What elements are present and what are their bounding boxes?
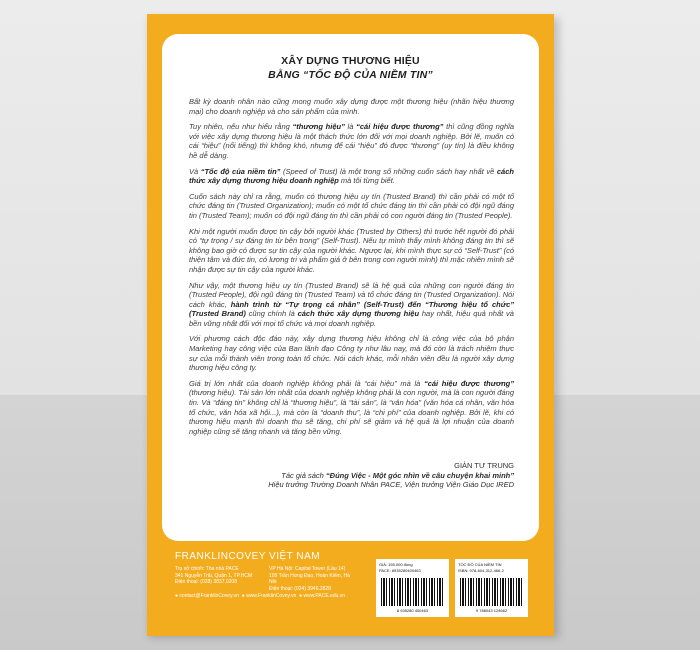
emphasis-text: “cái hiệu được thương”	[356, 122, 444, 132]
text-panel	[162, 34, 539, 541]
barcode-icon	[460, 578, 522, 606]
book-back-cover	[147, 14, 554, 636]
body-paragraph	[189, 334, 514, 372]
author-title-line: Hiệu trưởng Trường Doanh Nhân PACE, Viện trưởng Viện Giáo Dục IRED	[268, 480, 514, 490]
address-line: Điện thoại: (028) 3837.0208	[175, 579, 237, 586]
address-line: 109 Trần Hưng Đạo, Hoàn Kiếm, Hà Nội	[269, 572, 350, 586]
paragraph-text: (Speed of Trust) là một trong số những cuốn sách hay nhất về	[280, 166, 497, 176]
address-line: Trụ sở chính: Tòa nhà PACE	[175, 566, 239, 572]
paragraph-text: cũng chính là	[245, 309, 298, 319]
emphasis-text: cách thức xây dựng thương hiệu	[297, 309, 420, 319]
paragraph-text: mà tôi từng biết.	[338, 176, 395, 186]
paragraph-text: Và	[189, 166, 201, 176]
paragraph-text: Với phương cách độc đáo này, xây dựng thương hiệu không chỉ là công việc của bộ phận Marketing hay công việc của Ban lãnh đạo Công ty như lâu nay, mà đó còn là trách nhiệm thực sự của mỗi thành viên trong toàn tổ chức. Nói cách khác, mỗi nhân viên đều là người xây dựng thương hiệu công ty.	[189, 334, 514, 373]
paragraph-text: Giá trị lớn nhất của doanh nghiệp không phải là “cái hiệu” mà là	[189, 378, 424, 388]
address-line: VP Hà Nội: Capital Tower (Lầu 14)	[269, 566, 346, 572]
body-paragraph	[189, 97, 514, 116]
barcode-number: 9 786043 124662	[475, 608, 508, 613]
address-line: 341 Nguyễn Trãi, Quận 1, TP.HCM	[175, 572, 253, 579]
body-paragraph	[189, 192, 514, 221]
author-block	[189, 461, 514, 490]
bullet-icon: ●	[299, 593, 303, 599]
body-paragraph	[189, 167, 514, 186]
paragraph-text: Như vậy, một thương hiệu uy tín (Trusted Brand) sẽ là hệ quả của những con người đáng tin (Trusted People), đội ngũ đáng tin (Trusted Team) và tổ chức đáng tin (Trusted Organization). Nói cách khác,	[189, 280, 514, 309]
bullet-icon: ●	[175, 593, 179, 599]
publisher-brand: FRANKLINCOVEY VIỆT NAM	[175, 551, 321, 562]
price-label: GIÁ: 155.000 đồng	[379, 562, 413, 567]
body-paragraph	[189, 281, 514, 329]
paragraph-text: Bất kỳ doanh nhân nào cũng mong muốn xây dựng được một thương hiệu (nhãn hiệu thương mại) cho doanh nghiệp và cho sản phẩm của mình.	[189, 97, 514, 116]
address-hanoi	[269, 566, 354, 592]
contact-links	[175, 593, 345, 599]
emphasis-text: cách thức xây dựng thương hiệu doanh nghiệp	[189, 166, 514, 186]
cover-title-line-1: XÂY DỰNG THƯƠNG HIỆU	[281, 55, 420, 67]
pace-website-link[interactable]: www.PACE.edu.vn	[303, 593, 346, 599]
emphasis-text: “cái hiệu được thương”	[423, 378, 515, 388]
paragraph-text: hay nhất, hiệu quả nhất và bền vững nhất đối với mọi tổ chức và mọi doanh nghiệp.	[189, 309, 514, 328]
paragraph-text: Khi một người muốn được tin cậy bởi người khác (Trusted by Others) thì trước hết người đó phải có “tự trọng / sự đáng tin từ bên trong” (Self-Trust). Nếu tự mình thấy mình không đáng tin thì sẽ không bao giờ có được sự tin cậy của người khác. Ngược lại, khi mình thực sự có “Self-Trust” (có thiện tâm và đức tin, có lương tri và phẩm giá ở bên trong con người mình) thì mặc nhiên mình sẽ nhận được sự tin cậy của người khác.	[189, 226, 514, 274]
paragraph-text: là	[344, 122, 357, 132]
book-title-label: TỐC ĐỘ CỦA NIỀM TIN	[458, 562, 502, 567]
paragraph-text: thì cũng đồng nghĩa với việc xây dựng thương hiệu là một thách thức lớn đối với mọi doanh nghiệp. Bởi lẽ, muốn có cái “hiệu” (nổi tiếng) thì không khó, nhưng để cái “hiệu” đó được “thương” (uy tín) là điều không hề dễ dàng.	[189, 122, 514, 160]
paragraph-text: (thương hiệu). Tài sản lớn nhất của doanh nghiệp không phải là con người, mà là con người đáng tin. Và “đáng tin” không chỉ là “thương hiệu”, là “tài sản”, là “văn hóa” (văn hóa cá nhân, văn hóa tổ chức, văn hóa xã hội...), mà còn là “doanh thu”, là “chi phí” của doanh nghiệp. Bởi lẽ, khi có thương hiệu mạnh thì doanh thu sẽ tăng, chi phí sẽ giảm và hệ quả là lợi nhuận của doanh nghiệp cũng sẽ tăng nhanh và tăng bền vững.	[189, 388, 514, 436]
isbn-label: ISBN: 978-604-312-466-2	[458, 568, 504, 573]
body-text	[189, 97, 514, 442]
barcode-number: 8 935280 400463	[396, 608, 429, 613]
emphasis-text: hành trình từ “Tự trọng cá nhân” (Self-Trust) đến “Thương hiệu tổ chức” (Trusted Brand)	[189, 299, 514, 319]
pace-code-label: PACE: 8935280400463	[379, 568, 421, 573]
email-link[interactable]: contact@FranklinCovey.vn	[179, 593, 239, 599]
isbn-barcode-box	[455, 559, 528, 617]
body-paragraph	[189, 379, 514, 437]
body-paragraph	[189, 227, 514, 275]
author-book-line	[189, 471, 514, 481]
author-name: GIẢN TƯ TRUNG	[454, 461, 514, 470]
author-book-title: “Đúng Việc - Một góc nhìn về câu chuyện khai minh”	[325, 470, 514, 480]
address-hcm	[175, 566, 259, 586]
paragraph-text: Cuốn sách này chỉ ra rằng, muốn có thương hiệu uy tín (Trusted Brand) thì cần phải có một tổ chức đáng tin (Trusted Organization); muốn có một tổ chức đáng tin thì cần phải có đội ngũ đáng tin (Trusted Team); muốn có đội ngũ đáng tin thì cần phải có con người đáng tin (Trusted People).	[189, 191, 514, 220]
paragraph-text: Tuy nhiên, nếu như hiểu rằng	[189, 122, 293, 132]
address-line: Điện thoại: (024) 3946.2828	[269, 585, 331, 592]
body-paragraph	[189, 122, 514, 160]
cover-title-line-2: BẰNG “TỐC ĐỘ CỦA NIỀM TIN”	[268, 69, 433, 81]
emphasis-text: “Tốc độ của niềm tin”	[200, 166, 281, 176]
price-barcode-box	[376, 559, 449, 617]
barcode-icon	[381, 578, 443, 606]
website-link[interactable]: www.FranklinCovey.vn	[246, 593, 297, 599]
author-book-prefix: Tác giả sách	[281, 470, 326, 480]
emphasis-text: “thương hiệu”	[292, 122, 345, 132]
bullet-icon: ●	[241, 593, 245, 599]
